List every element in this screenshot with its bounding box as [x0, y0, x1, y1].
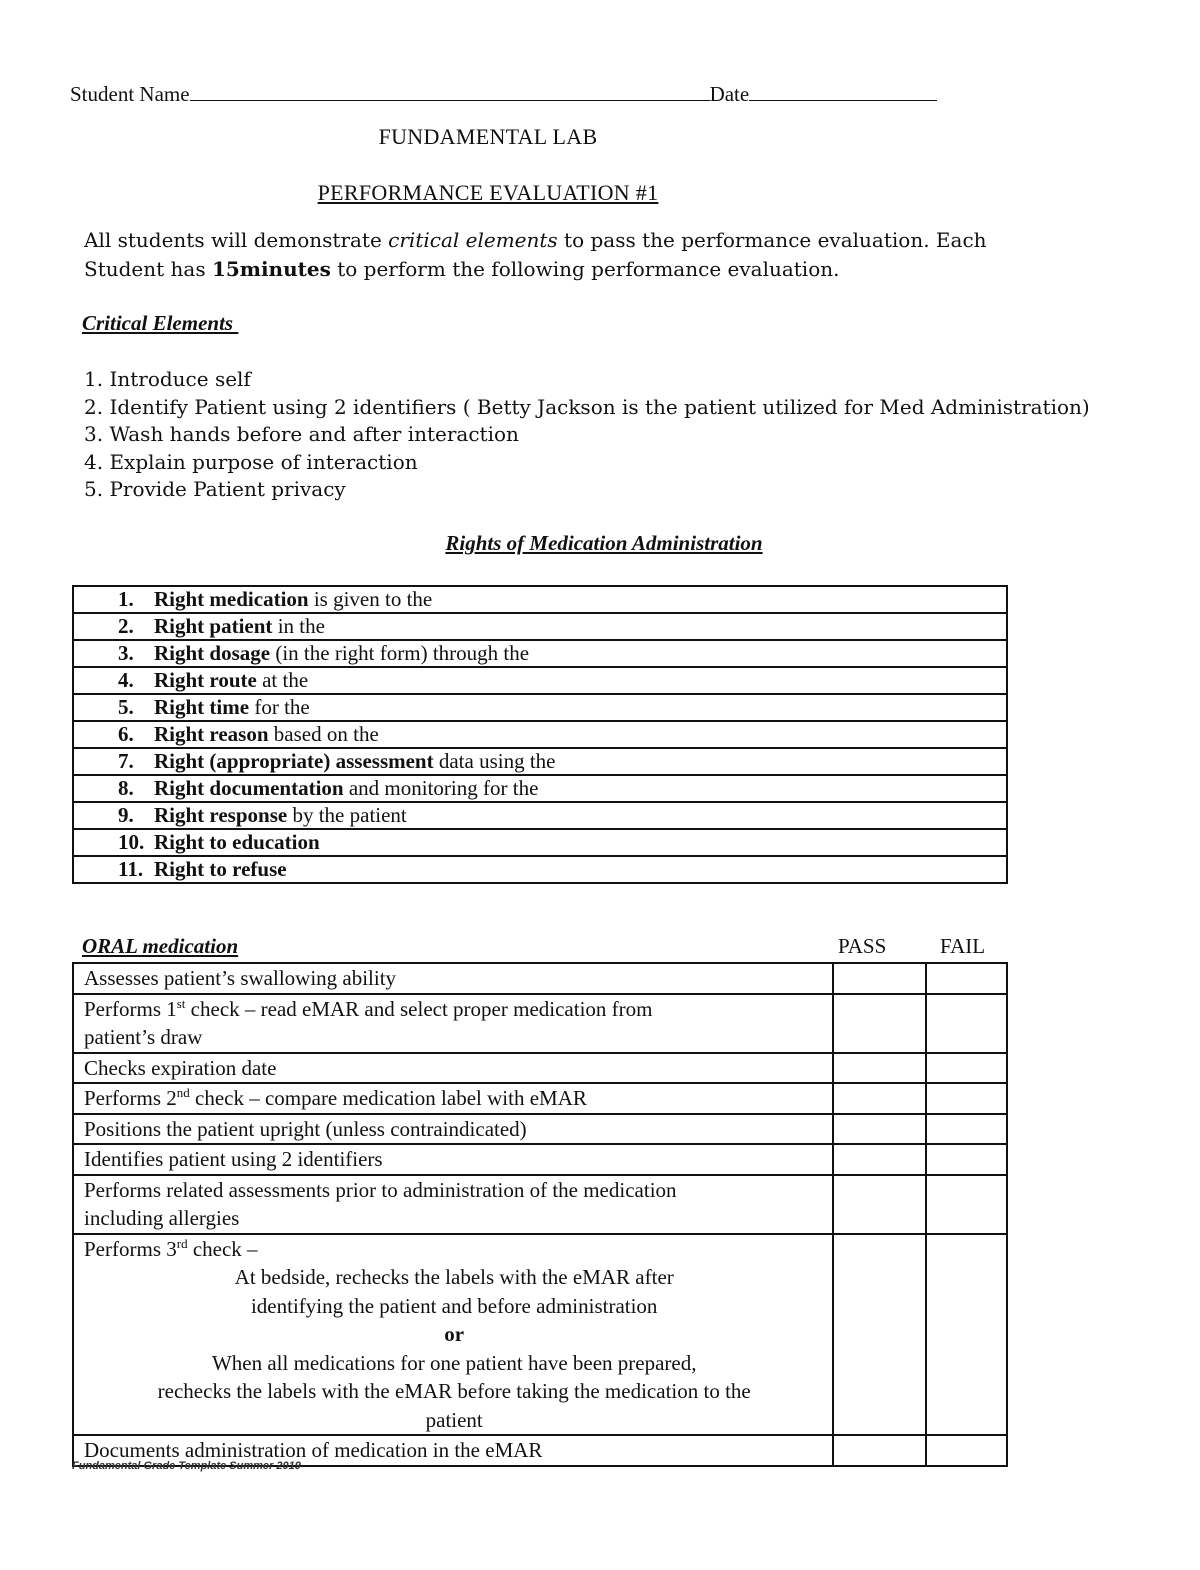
footer-note: Fundamental Grade Template Summer 2019 — [72, 1460, 301, 1472]
table-row — [73, 721, 1007, 748]
task-cell: Checks expiration date — [73, 1053, 833, 1084]
page-title: FUNDAMENTAL LAB — [378, 124, 598, 149]
pass-checkbox[interactable] — [833, 1234, 926, 1436]
date-field[interactable] — [749, 82, 937, 101]
task-text: check – read eMAR and select proper medication from — [185, 996, 653, 1021]
header-line — [70, 82, 937, 107]
task-cell: Positions the patient upright (unless contraindicated) — [73, 1114, 833, 1145]
right-name: Right to education — [154, 830, 320, 854]
row-number: 2. — [118, 614, 134, 638]
rights-heading: Rights of Medication Administration — [445, 531, 763, 555]
table-row — [73, 1234, 1007, 1436]
right-detail: at the — [256, 668, 309, 692]
pass-checkbox[interactable] — [833, 994, 926, 1053]
oral-medication-table — [72, 962, 1008, 1467]
fail-checkbox[interactable] — [926, 1435, 1007, 1466]
right-detail: data using the — [433, 749, 556, 773]
right-detail: by the patient — [287, 803, 407, 827]
list-item: 2. Identify Patient using 2 identifiers ( Betty Jackson is the patient utilized for Med Administration) — [84, 394, 1090, 419]
right-detail: (in the right form) through the — [270, 641, 530, 665]
row-number: 11. — [118, 857, 144, 881]
table-row — [73, 775, 1007, 802]
student-name-label: Student Name — [70, 82, 190, 106]
task-cell — [73, 1175, 833, 1234]
row-number: 6. — [118, 722, 134, 746]
table-row — [73, 829, 1007, 856]
intro-text-1: All students will demonstrate — [84, 228, 389, 252]
row-number: 1. — [118, 587, 134, 611]
task-text: check – — [187, 1236, 258, 1261]
pass-checkbox[interactable] — [833, 1083, 926, 1114]
list-item: 4. Explain purpose of interaction — [84, 449, 418, 474]
right-name: Right route — [154, 668, 257, 692]
right-name: Right medication — [154, 587, 309, 611]
fail-checkbox[interactable] — [926, 1083, 1007, 1114]
pass-checkbox[interactable] — [833, 1144, 926, 1175]
task-cell — [73, 1234, 833, 1436]
list-item: 1. Introduce self — [84, 367, 251, 391]
table-row — [73, 1083, 1007, 1114]
table-row — [73, 613, 1007, 640]
task-text: Performs 3 — [84, 1236, 177, 1261]
task-text: check – compare medication label with eMAR — [189, 1086, 587, 1110]
table-row — [73, 586, 1007, 613]
task-cell: Documents administration of medication in the eMAR — [73, 1435, 833, 1466]
row-number: 8. — [118, 776, 134, 800]
intro-text-2: to pass the performance evaluation. Each — [557, 228, 987, 252]
critical-elements-heading: Critical Elements — [82, 311, 239, 335]
right-name: Right reason — [154, 722, 269, 746]
table-row — [73, 802, 1007, 829]
task-text: When all medications for one patient have been prepared, — [211, 1350, 697, 1375]
ordinal-suffix: nd — [176, 1085, 190, 1100]
pass-column-label: PASS — [838, 934, 887, 958]
task-text: At bedside, rechecks the labels with the eMAR after — [234, 1265, 674, 1289]
pass-checkbox[interactable] — [833, 1114, 926, 1145]
oral-medication-heading: ORAL medication — [82, 934, 239, 958]
right-name: Right dosage — [154, 641, 271, 665]
table-row — [73, 994, 1007, 1053]
fail-checkbox[interactable] — [926, 1175, 1007, 1234]
task-cell: Assesses patient’s swallowing ability — [73, 963, 833, 994]
right-detail: is given to the — [308, 587, 433, 611]
page-subtitle: PERFORMANCE EVALUATION #1 — [317, 180, 659, 205]
student-name-field[interactable] — [190, 82, 710, 101]
right-detail: for the — [249, 695, 310, 719]
list-item: 3. Wash hands before and after interaction — [84, 422, 519, 446]
task-text: rechecks the labels with the eMAR before taking the medication to the — [157, 1379, 751, 1403]
fail-column-label: FAIL — [940, 934, 986, 958]
pass-checkbox[interactable] — [833, 1053, 926, 1084]
fail-checkbox[interactable] — [926, 1114, 1007, 1145]
right-name: Right time — [154, 695, 250, 719]
table-row — [73, 667, 1007, 694]
task-text: Performs 1 — [84, 996, 177, 1021]
intro-text-3: Student has — [84, 257, 212, 281]
intro-text-4: to perform the following performance evaluation. — [330, 257, 840, 281]
pass-checkbox[interactable] — [833, 963, 926, 994]
table-row — [73, 963, 1007, 994]
list-item: 5. Provide Patient privacy — [84, 477, 346, 501]
right-detail: and monitoring for the — [343, 776, 539, 800]
right-name: Right (appropriate) assessment — [154, 749, 434, 773]
right-detail: based on the — [268, 722, 379, 746]
oral-medication-header — [82, 934, 1008, 959]
row-number: 7. — [118, 749, 134, 773]
row-number: 3. — [118, 641, 134, 665]
task-text: including allergies — [84, 1206, 240, 1230]
table-row — [73, 640, 1007, 667]
right-detail: in the — [272, 614, 325, 638]
table-row — [73, 694, 1007, 721]
row-number: 10. — [118, 830, 145, 854]
ordinal-suffix: st — [176, 995, 186, 1011]
task-text: patient — [425, 1407, 483, 1432]
table-row — [73, 748, 1007, 775]
pass-checkbox[interactable] — [833, 1435, 926, 1466]
fail-checkbox[interactable] — [926, 963, 1007, 994]
date-label: Date — [709, 82, 750, 106]
row-number: 5. — [118, 695, 134, 719]
fail-checkbox[interactable] — [926, 1053, 1007, 1084]
table-row — [73, 1114, 1007, 1145]
fail-checkbox[interactable] — [926, 994, 1007, 1053]
ordinal-suffix: rd — [176, 1235, 188, 1251]
task-text: Performs 2 — [84, 1086, 177, 1110]
fail-checkbox[interactable] — [926, 1144, 1007, 1175]
row-number: 9. — [118, 803, 134, 827]
table-row — [73, 1144, 1007, 1175]
critical-elements-list — [84, 366, 1090, 504]
rights-table — [72, 585, 1008, 884]
task-cell — [73, 1083, 833, 1114]
right-name: Right patient — [154, 614, 273, 638]
row-number: 4. — [118, 668, 134, 692]
right-name: Right to refuse — [154, 857, 287, 881]
table-row — [73, 1175, 1007, 1234]
right-name: Right documentation — [154, 776, 344, 800]
intro-paragraph — [84, 226, 1084, 284]
table-row — [73, 856, 1007, 883]
task-cell: Identifies patient using 2 identifiers — [73, 1144, 833, 1175]
intro-bold-time: 15minutes — [211, 257, 331, 281]
fail-checkbox[interactable] — [926, 1234, 1007, 1436]
table-row — [73, 1053, 1007, 1084]
task-text: patient’s draw — [84, 1025, 203, 1049]
right-name: Right response — [154, 803, 288, 827]
pass-checkbox[interactable] — [833, 1175, 926, 1234]
task-text: identifying the patient and before administration — [250, 1293, 658, 1318]
or-separator: or — [444, 1322, 465, 1346]
intro-italic: critical elements — [388, 228, 558, 252]
task-cell — [73, 994, 833, 1053]
task-text: Performs related assessments prior to administration of the medication — [84, 1177, 677, 1202]
